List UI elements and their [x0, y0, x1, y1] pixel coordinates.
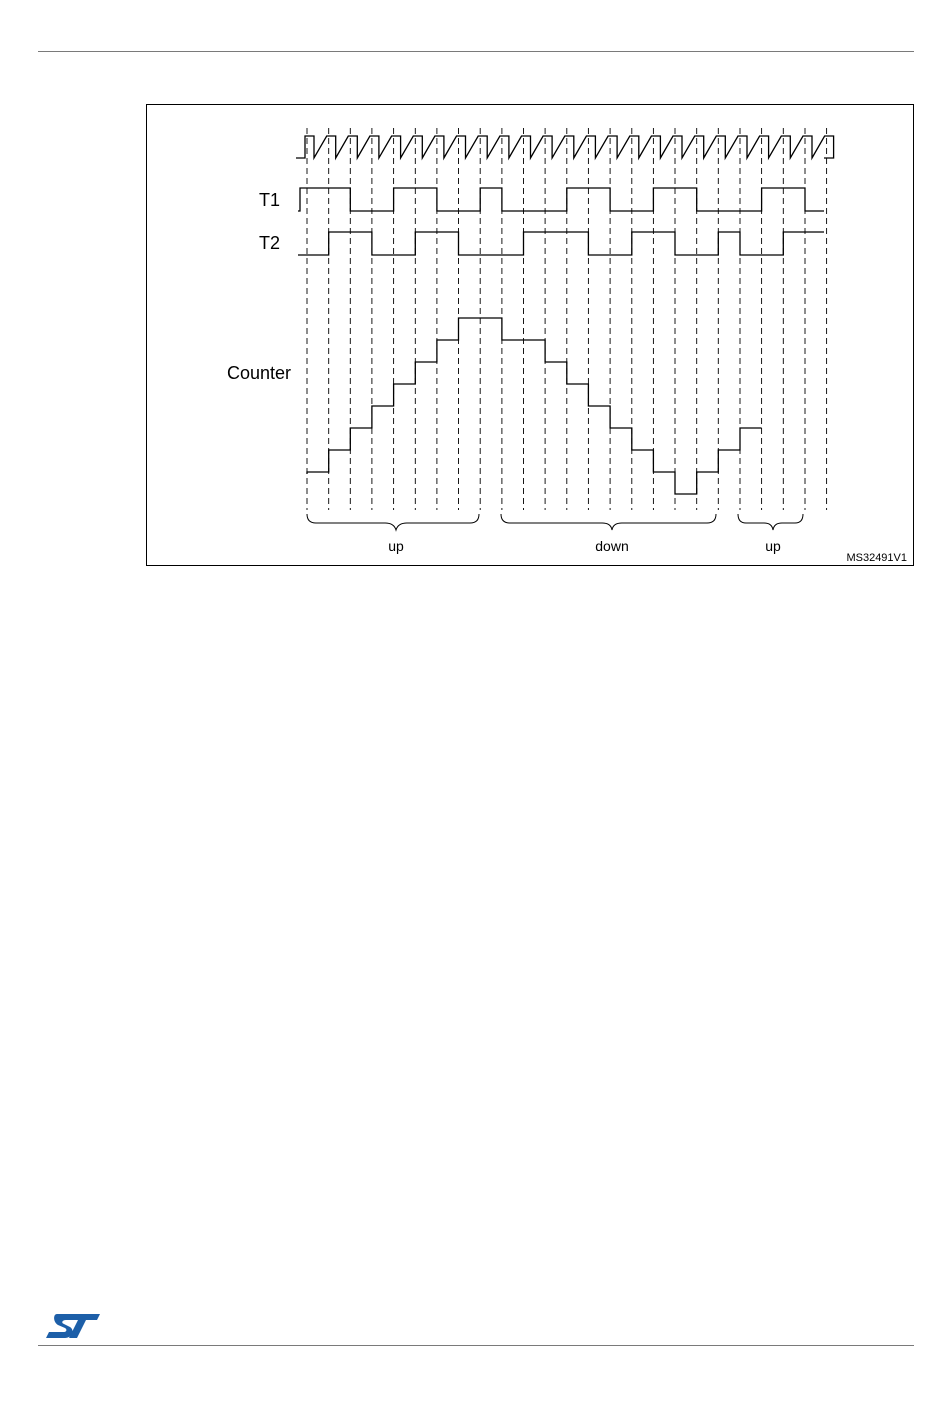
figure-reference: MS32491V1	[846, 552, 907, 564]
timing-diagram-canvas	[146, 104, 914, 566]
st-logo-icon	[44, 1311, 104, 1341]
down-label: down	[595, 538, 629, 554]
up-label-2: up	[765, 538, 781, 554]
header-rule	[38, 51, 914, 52]
up-label-1: up	[388, 538, 404, 554]
t2-label: T2	[258, 233, 280, 253]
encoder-timing-diagram	[146, 104, 914, 566]
counter-label: Counter	[226, 363, 291, 383]
t1-label: T1	[258, 190, 280, 210]
figure-border	[147, 105, 914, 566]
st-logo	[44, 1311, 104, 1341]
footer-rule	[38, 1345, 914, 1346]
